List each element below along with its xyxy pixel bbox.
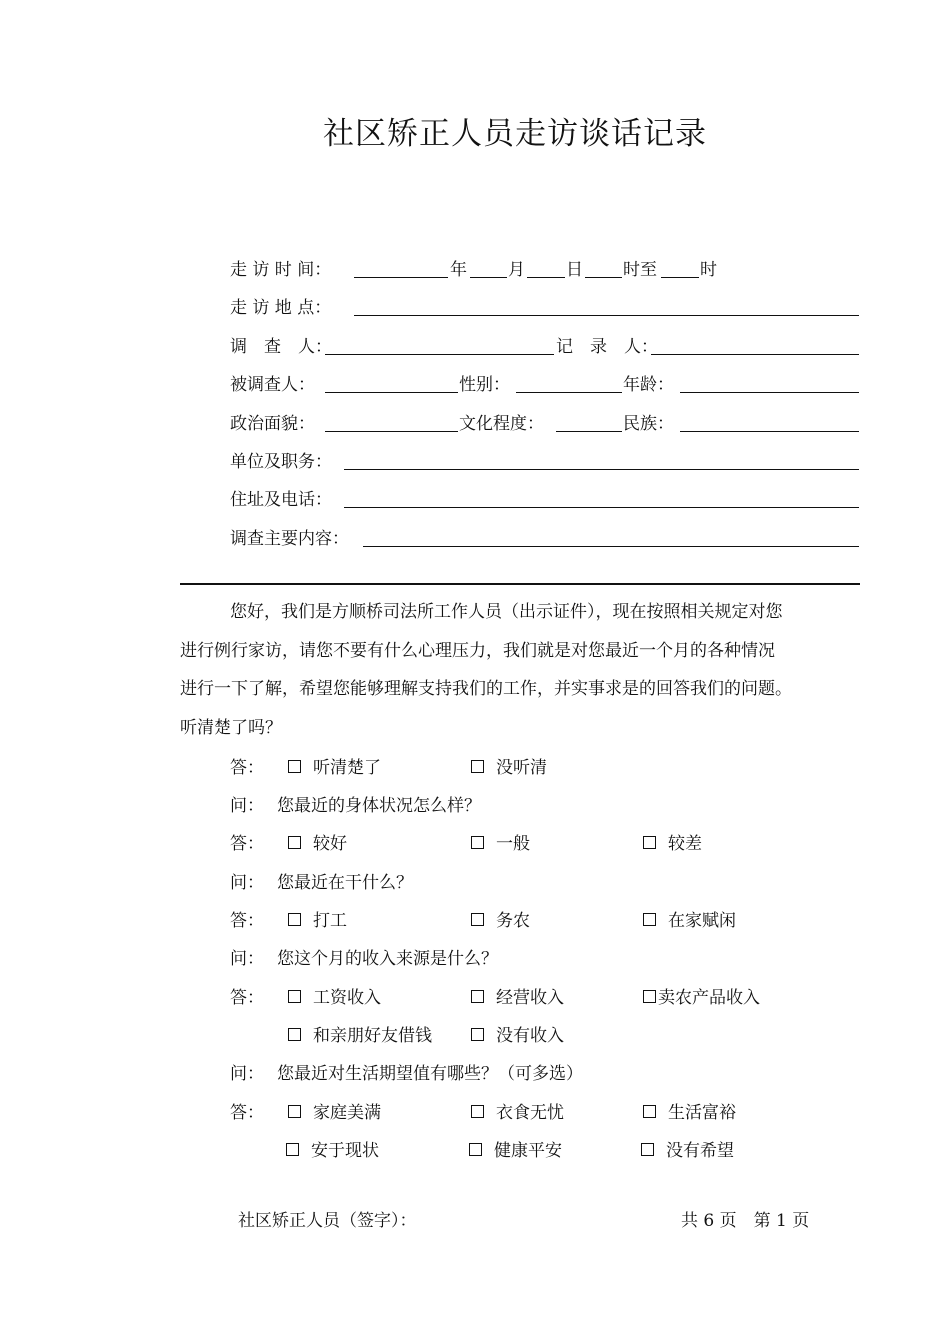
option-work[interactable]: 打工 <box>288 906 347 931</box>
checkbox-icon[interactable] <box>288 1105 301 1118</box>
recorder-field[interactable] <box>651 354 859 355</box>
investigator-label: 调 查 人： <box>230 337 332 357</box>
visit-time-label: 走 访 时 间： <box>230 260 332 280</box>
option-farming[interactable]: 务农 <box>471 906 530 931</box>
checkbox-icon[interactable] <box>471 836 484 849</box>
gender-label: 性别： <box>459 375 510 395</box>
question-prefix-3: 问： <box>230 873 264 893</box>
political-label: 政治面貌： <box>230 414 315 434</box>
option-good[interactable]: 较好 <box>288 829 347 854</box>
option-salary[interactable]: 工资收入 <box>288 983 381 1008</box>
checkbox-icon[interactable] <box>643 913 656 926</box>
option-borrow[interactable]: 和亲朋好友借钱 <box>288 1021 432 1046</box>
question-health: 您最近的身体状况怎么样？ <box>277 796 481 816</box>
page-title: 社区矫正人员走访谈话记录 <box>323 116 707 152</box>
option-average[interactable]: 一般 <box>471 829 530 854</box>
option-no-income[interactable]: 没有收入 <box>471 1021 564 1046</box>
checkbox-icon[interactable] <box>288 760 301 773</box>
address-field[interactable] <box>344 507 859 508</box>
checkbox-icon[interactable] <box>288 836 301 849</box>
answer-prefix-5: 答： <box>230 1103 264 1123</box>
signature-label: 社区矫正人员（签字）： <box>238 1211 417 1231</box>
interviewee-label: 被调查人： <box>230 375 315 395</box>
option-business[interactable]: 经营收入 <box>471 983 564 1008</box>
option-poor[interactable]: 较差 <box>643 829 702 854</box>
intro-line-3: 进行一下了解，希望您能够理解支持我们的工作，并实事求是的回答我们的问题。 <box>180 679 792 699</box>
investigator-field[interactable] <box>325 354 554 355</box>
intro-line-2: 进行例行家访，请您不要有什么心理压力，我们就是对您最近一个月的各种情况 <box>180 640 775 661</box>
section-divider <box>180 583 860 585</box>
answer-prefix-1: 答： <box>230 758 264 778</box>
employer-label: 单位及职务： <box>230 452 332 472</box>
checkbox-icon[interactable] <box>469 1143 482 1156</box>
checkbox-icon[interactable] <box>288 913 301 926</box>
option-wealthy[interactable]: 生活富裕 <box>643 1098 736 1123</box>
hour-label: 时 <box>700 260 717 280</box>
answer-prefix-2: 答： <box>230 834 264 854</box>
checkbox-icon[interactable] <box>288 990 301 1003</box>
option-hopeless[interactable]: 没有希望 <box>641 1136 734 1161</box>
employer-field[interactable] <box>344 469 859 470</box>
gender-field[interactable] <box>516 392 622 393</box>
option-farm-products[interactable]: 卖农产品收入 <box>643 983 760 1008</box>
checkbox-icon[interactable] <box>643 836 656 849</box>
checkbox-icon[interactable] <box>471 913 484 926</box>
visit-day-field[interactable] <box>527 277 565 278</box>
checkbox-icon[interactable] <box>288 1028 301 1041</box>
checkbox-icon[interactable] <box>643 1105 656 1118</box>
visit-year-field[interactable] <box>354 277 448 278</box>
option-heard-clearly[interactable]: 听清楚了 <box>288 753 381 778</box>
question-prefix-2: 问： <box>230 796 264 816</box>
intro-paragraph <box>180 593 870 747</box>
checkbox-icon[interactable] <box>471 760 484 773</box>
visit-hour-start-field[interactable] <box>585 277 622 278</box>
year-label: 年 <box>450 260 467 280</box>
answer-prefix-3: 答： <box>230 911 264 931</box>
political-field[interactable] <box>325 431 458 432</box>
content-label: 调查主要内容： <box>230 529 349 549</box>
option-no-worries[interactable]: 衣食无忧 <box>471 1098 564 1123</box>
recorder-label: 记 录 人： <box>556 337 658 357</box>
age-label: 年龄： <box>623 375 674 395</box>
checkbox-icon[interactable] <box>471 1105 484 1118</box>
option-not-heard[interactable]: 没听清 <box>471 753 547 778</box>
question-income: 您这个月的收入来源是什么？ <box>277 949 498 969</box>
option-content[interactable]: 安于现状 <box>286 1136 379 1161</box>
checkbox-icon[interactable] <box>471 1028 484 1041</box>
checkbox-icon[interactable] <box>471 990 484 1003</box>
page-indicator: 共 6 页 第 1 页 <box>681 1211 810 1231</box>
intro-line-4: 听清楚了吗？ <box>180 717 282 738</box>
address-label: 住址及电话： <box>230 490 332 510</box>
checkbox-icon[interactable] <box>641 1143 654 1156</box>
checkbox-icon[interactable] <box>643 990 656 1003</box>
visit-place-label: 走 访 地 点： <box>230 298 332 318</box>
question-prefix-4: 问： <box>230 949 264 969</box>
education-field[interactable] <box>556 431 622 432</box>
option-idle[interactable]: 在家赋闲 <box>643 906 736 931</box>
visit-month-field[interactable] <box>470 277 507 278</box>
interviewee-field[interactable] <box>325 392 458 393</box>
option-happy-family[interactable]: 家庭美满 <box>288 1098 381 1123</box>
question-expectations: 您最近对生活期望值有哪些？（可多选） <box>277 1064 583 1084</box>
visit-place-field[interactable] <box>354 315 859 316</box>
content-field[interactable] <box>363 546 859 547</box>
intro-line-1: 您好，我们是方顺桥司法所工作人员（出示证件），现在按照相关规定对您 <box>230 602 783 622</box>
hour-to-label: 时至 <box>623 260 657 280</box>
visit-hour-end-field[interactable] <box>661 277 699 278</box>
month-label: 月 <box>508 260 525 280</box>
question-prefix-5: 问： <box>230 1064 264 1084</box>
education-label: 文化程度： <box>459 414 544 434</box>
answer-prefix-4: 答： <box>230 988 264 1008</box>
day-label: 日 <box>566 260 583 280</box>
checkbox-icon[interactable] <box>286 1143 299 1156</box>
question-occupation: 您最近在干什么？ <box>277 873 413 893</box>
age-field[interactable] <box>680 392 859 393</box>
ethnicity-field[interactable] <box>680 431 859 432</box>
option-healthy[interactable]: 健康平安 <box>469 1136 562 1161</box>
ethnicity-label: 民族： <box>623 414 674 434</box>
